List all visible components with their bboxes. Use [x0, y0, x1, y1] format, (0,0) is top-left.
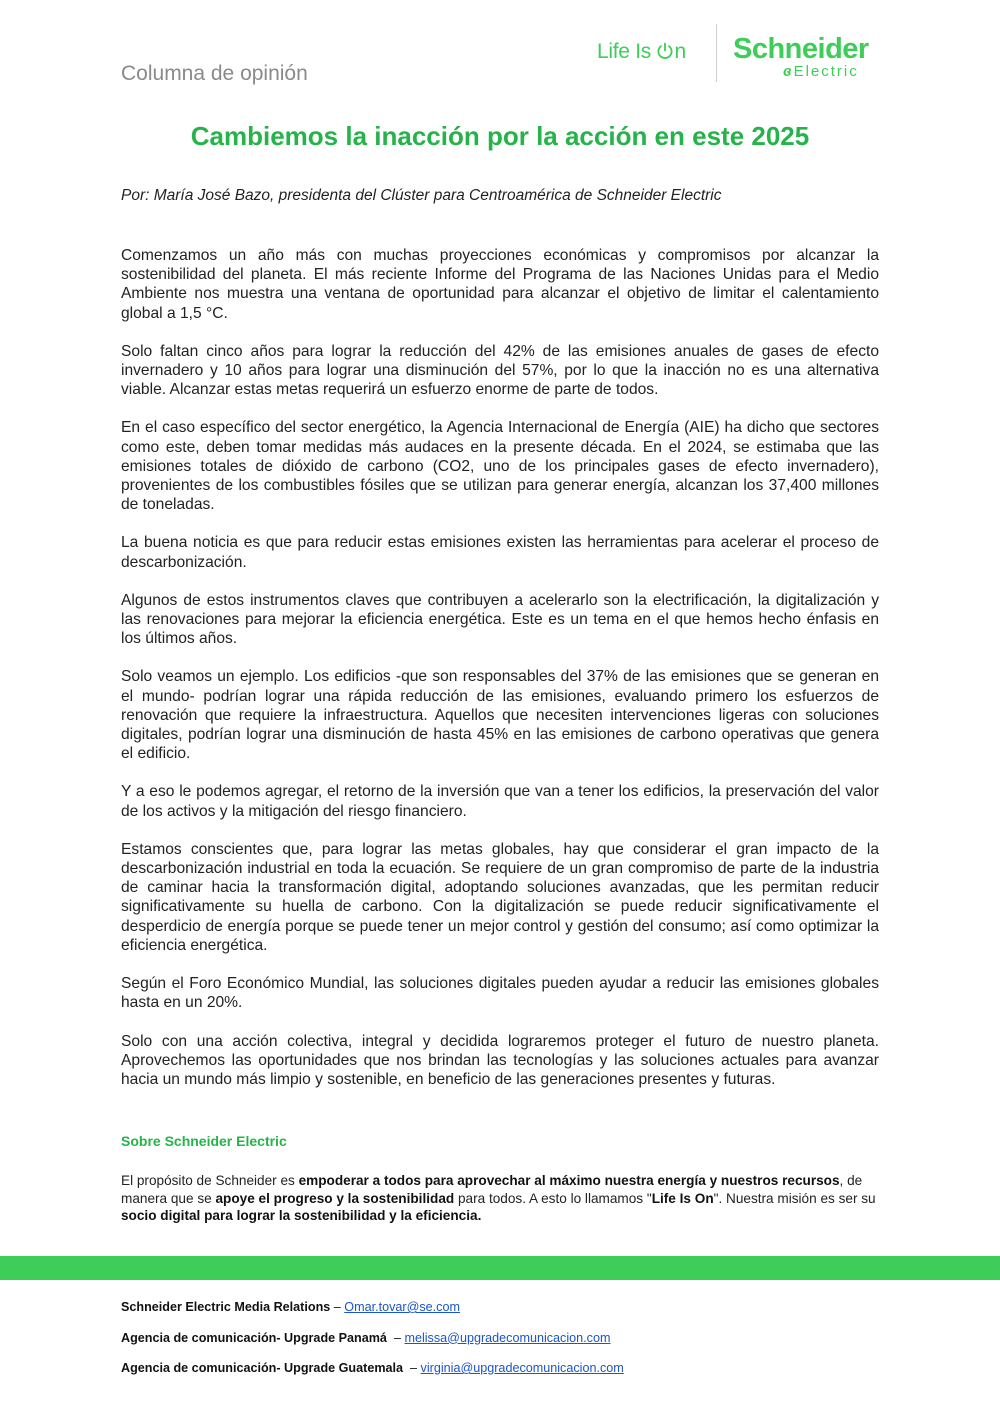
contact-separator: – [403, 1361, 421, 1375]
about-text-segment: para todos. A esto lo llamamos " [454, 1190, 652, 1206]
contact-row [121, 1300, 881, 1331]
contact-org: Schneider Electric Media Relations [121, 1300, 331, 1314]
about-text-bold: Life Is On [651, 1190, 714, 1206]
about-text-segment: El propósito de Schneider es [121, 1173, 299, 1188]
media-contacts [121, 1300, 881, 1392]
article-byline: Por: María José Bazo, presidenta del Clúster para Centroamérica de Schneider Electric [121, 187, 722, 204]
brand-divider [716, 24, 717, 82]
about-heading: Sobre Schneider Electric [121, 1133, 287, 1149]
life-is-on-tagline [597, 40, 686, 64]
contact-org: Agencia de comunicación- Upgrade Guatemala [121, 1361, 404, 1375]
tagline-suffix: n [674, 40, 686, 63]
contact-org: Agencia de comunicación- Upgrade Panamá [121, 1330, 387, 1345]
paragraph: Estamos conscientes que, para lograr las metas globales, hay que considerar el gran impacto de la descarbonización industrial en toda la ecuación. Se requiere de un gran compromiso de parte de la industria de caminar hacia la transformación digital, adoptando soluciones avanzadas, que les permitan reducir significativamente su huella de carbono. Con la digitalización se puede reducir significativamente el desperdicio de energía porque se puede tener un mejor control y gestión del consumo; así como optimizar la eficiencia energética. [121, 840, 879, 954]
article-body [121, 246, 879, 1108]
electric-logo-wordmark [783, 64, 859, 79]
tagline-prefix: Life Is [597, 40, 657, 63]
contact-email-link[interactable]: virginia@upgradecomunicacion.com [420, 1361, 624, 1375]
about-text-bold: empoderar a todos para aprovechar al máximo nuestra energía y nuestros recursos [298, 1173, 840, 1188]
about-text-segment: ". Nuestra misión es ser su [713, 1190, 876, 1206]
se-logo-icon: ɞ [783, 63, 792, 80]
brand-lockup [597, 22, 882, 82]
contact-email-link[interactable]: melissa@upgradecomunicacion.com [404, 1330, 611, 1345]
paragraph: Solo faltan cinco años para lograr la reducción del 42% de las emisiones anuales de gases de efecto invernadero y 10 años para lograr una disminución del 57%, por lo que la inacción no es una alternativa viable. Alcanzar estas metas requerirá un esfuerzo enorme de parte de todos. [121, 342, 879, 399]
paragraph: La buena noticia es que para reducir estas emisiones existen las herramientas para acelerar el proceso de descarbonización. [121, 534, 879, 571]
paragraph: Comenzamos un año más con muchas proyecciones económicas y compromisos por alcanzar la sostenibilidad del planeta. El más reciente Informe del Programa de las Naciones Unidas para el Medio Ambiente nos muestra una ventana de oportunidad para alcanzar el objetivo de limitar el calentamiento global a 1,5 °C. [121, 247, 879, 322]
about-text-bold: socio digital para lograr la sostenibilidad y la eficiencia. [121, 1208, 482, 1223]
contact-row [121, 1361, 881, 1392]
paragraph: Algunos de estos instrumentos claves que contribuyen a acelerarlo son la electrificación, la digitalización y las renovaciones para mejorar la eficiencia energética. Este es un tema en el que hemos hecho énfasis en los últimos años. [121, 591, 879, 648]
paragraph: Solo veamos un ejemplo. Los edificios -que son responsables del 37% de las emisiones que se generan en el mundo- podrían lograr una rápida reducción de las emisiones, evaluando primero los esfuerzos de renovación que requiere la infraestructura. Aquellos que necesiten intervenciones ligeras con soluciones digitales, podrían lograr una disminución de hasta 45% en las emisiones de carbono operativas que genera el edificio. [121, 668, 879, 763]
section-label: Columna de opinión [121, 62, 308, 85]
electric-label: Electric [793, 63, 859, 80]
about-text [121, 1172, 881, 1225]
contact-separator: – [330, 1300, 345, 1314]
contact-email-link[interactable]: Omar.tovar@se.com [344, 1300, 460, 1314]
green-divider-bar [0, 1256, 1000, 1280]
power-icon [656, 40, 674, 64]
contact-separator: – [386, 1330, 405, 1345]
schneider-logo-wordmark: Schneider [733, 33, 869, 65]
article-title: Cambiemos la inacción por la acción en este 2025 [190, 121, 810, 151]
paragraph: Solo con una acción colectiva, integral y decidida lograremos proteger el futuro de nuestro planeta. Aprovechemos las oportunidades que nos brindan las tecnologías y las soluciones actuales para avanzar hacia un mundo más limpio y sostenible, en beneficio de las generaciones presentes y futuras. [121, 1032, 879, 1088]
about-text-bold: apoye el progreso y la sostenibilidad [215, 1190, 455, 1206]
paragraph: En el caso específico del sector energético, la Agencia Internacional de Energía (AIE) ha dicho que sectores como este, deben tomar medidas más audaces en la presente década. En el 2024, se estimaba que las emisiones totales de dióxido de carbono (CO2, uno de los principales gases de efecto invernadero), provenientes de los combustibles fósiles que se utilizan para generar energía, alcanzan los 37,400 millones de toneladas. [121, 419, 879, 514]
paragraph: Según el Foro Económico Mundial, las soluciones digitales pueden ayudar a reducir las emisiones globales hasta en un 20%. [121, 975, 879, 1012]
about-text-segment: , de manera que se [121, 1173, 863, 1206]
paragraph: Y a eso le podemos agregar, el retorno de la inversión que van a tener los edificios, la preservación del valor de los activos y la mitigación del riesgo financiero. [121, 783, 879, 820]
contact-row [121, 1331, 881, 1362]
